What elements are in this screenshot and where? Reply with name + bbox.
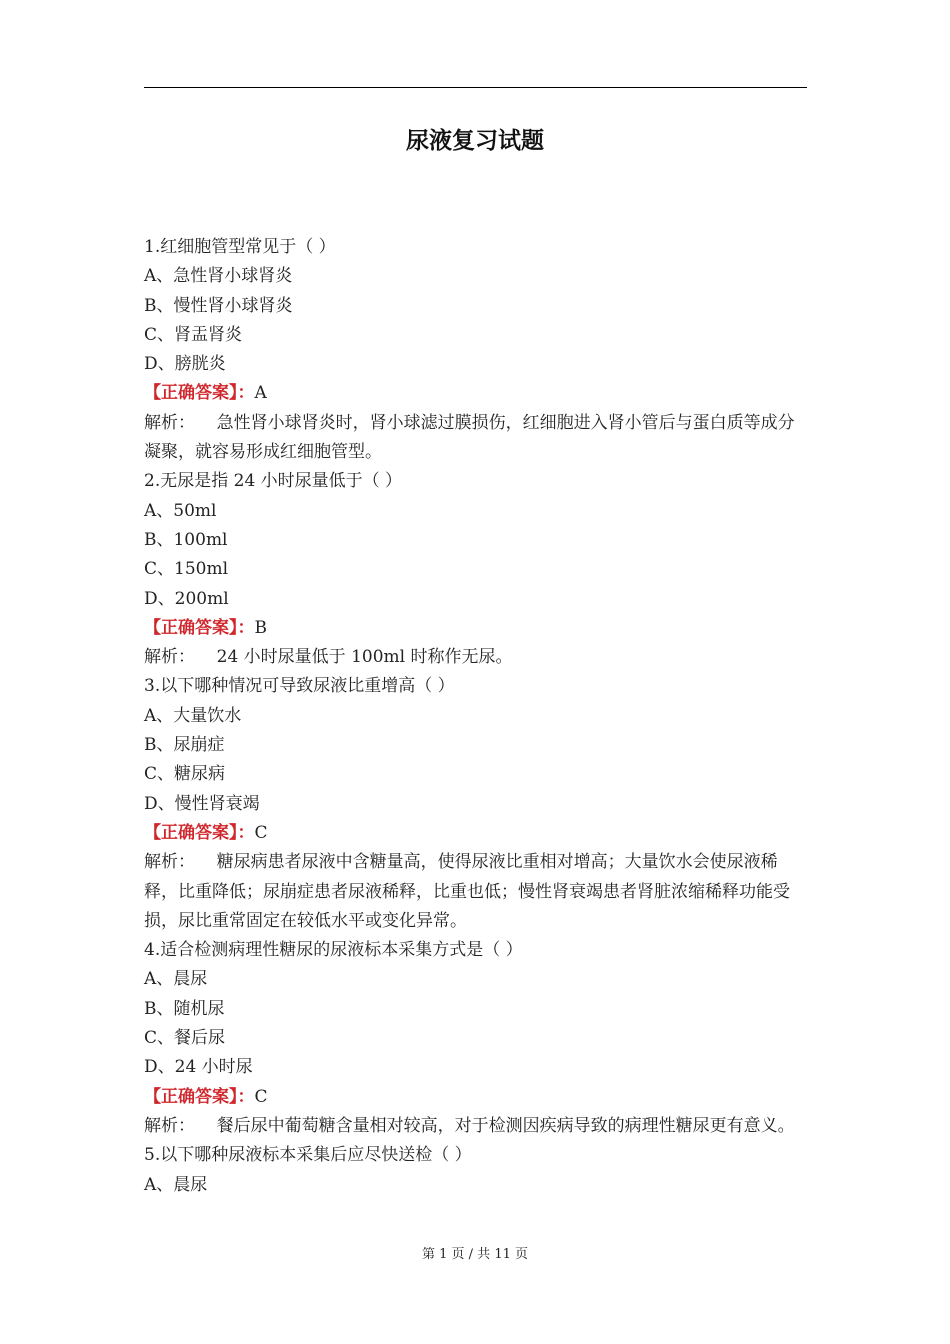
option-d: D、慢性肾衰竭 — [144, 793, 260, 814]
analysis — [144, 848, 806, 936]
question-4 — [144, 936, 806, 1141]
question-stem: 2.无尿是指 24 小时尿量低于（ ） — [144, 471, 403, 492]
answer-line — [144, 1083, 806, 1112]
answer-label: 【正确答案】： — [144, 383, 255, 404]
answer-value: C — [254, 822, 268, 843]
option-b: B、慢性肾小球肾炎 — [144, 295, 293, 316]
analysis-text: 餐后尿中葡萄糖含量相对较高，对于检测因疾病导致的病理性糖尿更有意义。 — [216, 1115, 795, 1136]
document-title: 尿液复习试题 — [406, 128, 544, 154]
question-list — [144, 233, 806, 1200]
option-d: D、膀胱炎 — [144, 354, 226, 375]
analysis-text: 急性肾小球肾炎时，肾小球滤过膜损伤，红细胞进入肾小管后与蛋白质等成分凝聚，就容易形成红细胞管型。 — [144, 412, 795, 463]
analysis-text: 糖尿病患者尿液中含糖量高，使得尿液比重相对增高；大量饮水会使尿液稀释，比重降低；尿崩症患者尿液稀释，比重也低；慢性肾衰竭患者肾脏浓缩稀释功能受损，尿比重常固定在较低水平或变化异常。 — [144, 852, 790, 931]
analysis-prefix: 解析： — [144, 1115, 195, 1136]
answer-value: B — [254, 617, 267, 638]
option-a: A、50ml — [144, 500, 217, 521]
answer-line — [144, 379, 806, 408]
question-stem: 5.以下哪种尿液标本采集后应尽快送检（ ） — [144, 1145, 472, 1166]
question-stem: 1.红细胞管型常见于（ ） — [144, 237, 336, 257]
option-b: B、100ml — [144, 529, 228, 550]
answer-line — [144, 614, 806, 643]
option-a: A、急性肾小球肾炎 — [144, 266, 293, 287]
question-3 — [144, 672, 806, 936]
answer-label: 【正确答案】： — [144, 1086, 255, 1107]
option-a: A、晨尿 — [144, 969, 208, 990]
question-stem: 3.以下哪种情况可导致尿液比重增高（ ） — [144, 676, 455, 697]
option-c: C、餐后尿 — [144, 1028, 226, 1049]
analysis — [144, 643, 806, 672]
option-c: C、糖尿病 — [144, 764, 226, 785]
option-d: D、24 小时尿 — [144, 1057, 253, 1078]
answer-label: 【正确答案】： — [144, 617, 255, 638]
question-stem: 4.适合检测病理性糖尿的尿液标本采集方式是（ ） — [144, 940, 523, 961]
analysis-prefix: 解析： — [144, 647, 195, 668]
header-rule — [144, 87, 807, 88]
answer-value: A — [254, 383, 267, 404]
option-b: B、尿崩症 — [144, 735, 225, 756]
analysis-prefix: 解析： — [144, 412, 195, 433]
option-c: C、肾盂肾炎 — [144, 324, 243, 345]
analysis — [144, 1112, 806, 1141]
analysis-prefix: 解析： — [144, 852, 195, 873]
answer-line — [144, 819, 806, 848]
analysis-text: 24 小时尿量低于 100ml 时称作无尿。 — [216, 647, 513, 668]
option-a: A、大量饮水 — [144, 705, 242, 726]
answer-label: 【正确答案】： — [144, 822, 255, 843]
page-footer: 第 1 页 / 共 11 页 — [422, 1247, 528, 1262]
option-d: D、200ml — [144, 588, 229, 609]
option-c: C、150ml — [144, 559, 229, 580]
question-1 — [144, 233, 806, 467]
analysis — [144, 409, 806, 468]
question-5 — [144, 1141, 806, 1200]
option-b: B、随机尿 — [144, 998, 225, 1019]
question-2 — [144, 467, 806, 672]
answer-value: C — [254, 1086, 268, 1107]
option-a: A、晨尿 — [144, 1174, 208, 1195]
